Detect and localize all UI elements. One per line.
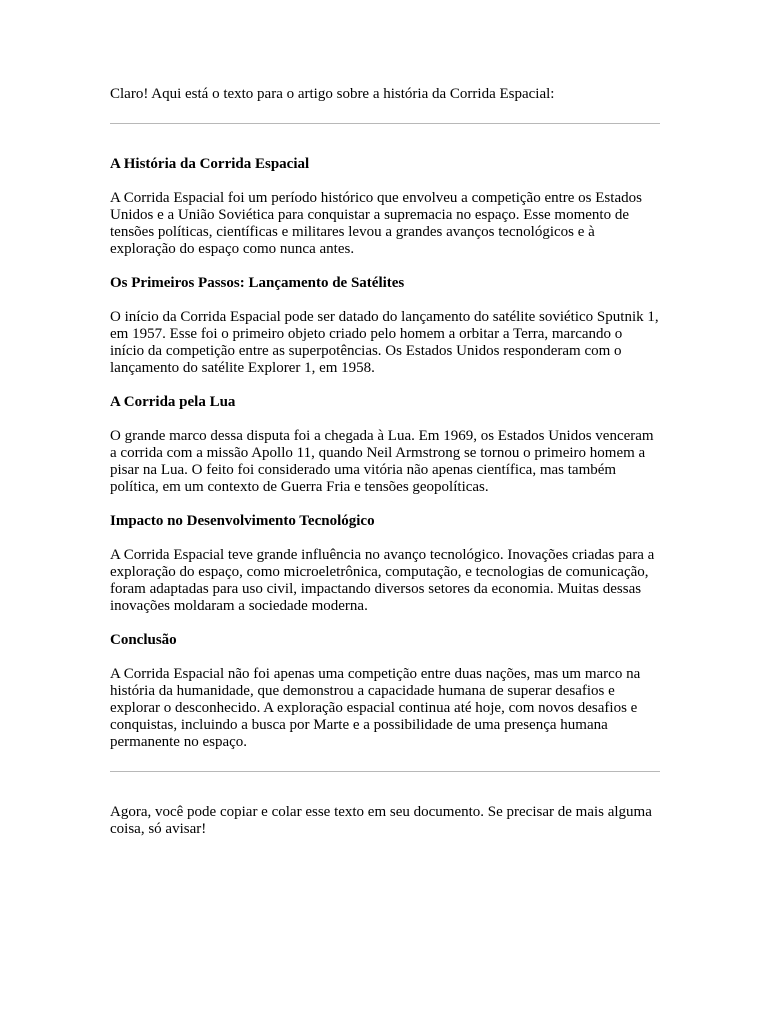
section-paragraph: O grande marco dessa disputa foi a chegada à Lua. Em 1969, os Estados Unidos venceram a corrida com a missão Apollo 11, quando Neil Armstrong se tornou o primeiro homem a pisar na Lua. O feito foi considerado uma vitória não apenas científica, mas também política, em um contexto de Guerra Fria e tensões geopolíticas.: [110, 428, 654, 495]
outro-text: Agora, você pode copiar e colar esse texto em seu documento. Se precisar de mais alguma coisa, só avisar!: [110, 804, 652, 837]
section-heading: Os Primeiros Passos: Lançamento de Satélites: [110, 275, 405, 291]
section-heading: Conclusão: [110, 632, 177, 648]
document-page: [110, 86, 660, 838]
section-paragraph: A Corrida Espacial teve grande influência no avanço tecnológico. Inovações criadas para a exploração do espaço, como microeletrônica, computação, e tecnologias de comunicação, foram adaptadas para uso civil, impactando diversos setores da economia. Muitas dessas inovações moldaram a sociedade moderna.: [110, 547, 655, 614]
article-title: A História da Corrida Espacial: [110, 156, 310, 172]
section-paragraph: A Corrida Espacial não foi apenas uma competição entre duas nações, mas um marco na história da humanidade, que demonstrou a capacidade humana de superar desafios e explorar o desconhecido. A exploração espacial continua até hoje, com novos desafios e conquistas, incluindo a busca por Marte e a possibilidade de uma presença humana permanente no espaço.: [110, 666, 641, 750]
article-section: [110, 275, 660, 377]
article-lead-paragraph: A Corrida Espacial foi um período histórico que envolveu a competição entre os Estados Unidos e a União Soviética para conquistar a supremacia no espaço. Esse momento de tensões políticas, científicas e militares levou a grandes avanços tecnológicos e à exploração do espaço como nunca antes.: [110, 190, 642, 257]
article: [110, 156, 660, 751]
section-heading: A Corrida pela Lua: [110, 394, 236, 410]
top-divider: [110, 123, 660, 124]
article-section: [110, 394, 660, 496]
intro-text: Claro! Aqui está o texto para o artigo sobre a história da Corrida Espacial:: [110, 86, 555, 102]
article-section: [110, 632, 660, 751]
bottom-divider: [110, 771, 660, 772]
section-paragraph: O início da Corrida Espacial pode ser datado do lançamento do satélite soviético Sputnik 1, em 1957. Esse foi o primeiro objeto criado pelo homem a orbitar a Terra, marcando o início da competição entre as superpotências. Os Estados Unidos responderam com o lançamento do satélite Explorer 1, em 1958.: [110, 309, 659, 376]
section-heading: Impacto no Desenvolvimento Tecnológico: [110, 513, 375, 529]
article-section: [110, 513, 660, 615]
